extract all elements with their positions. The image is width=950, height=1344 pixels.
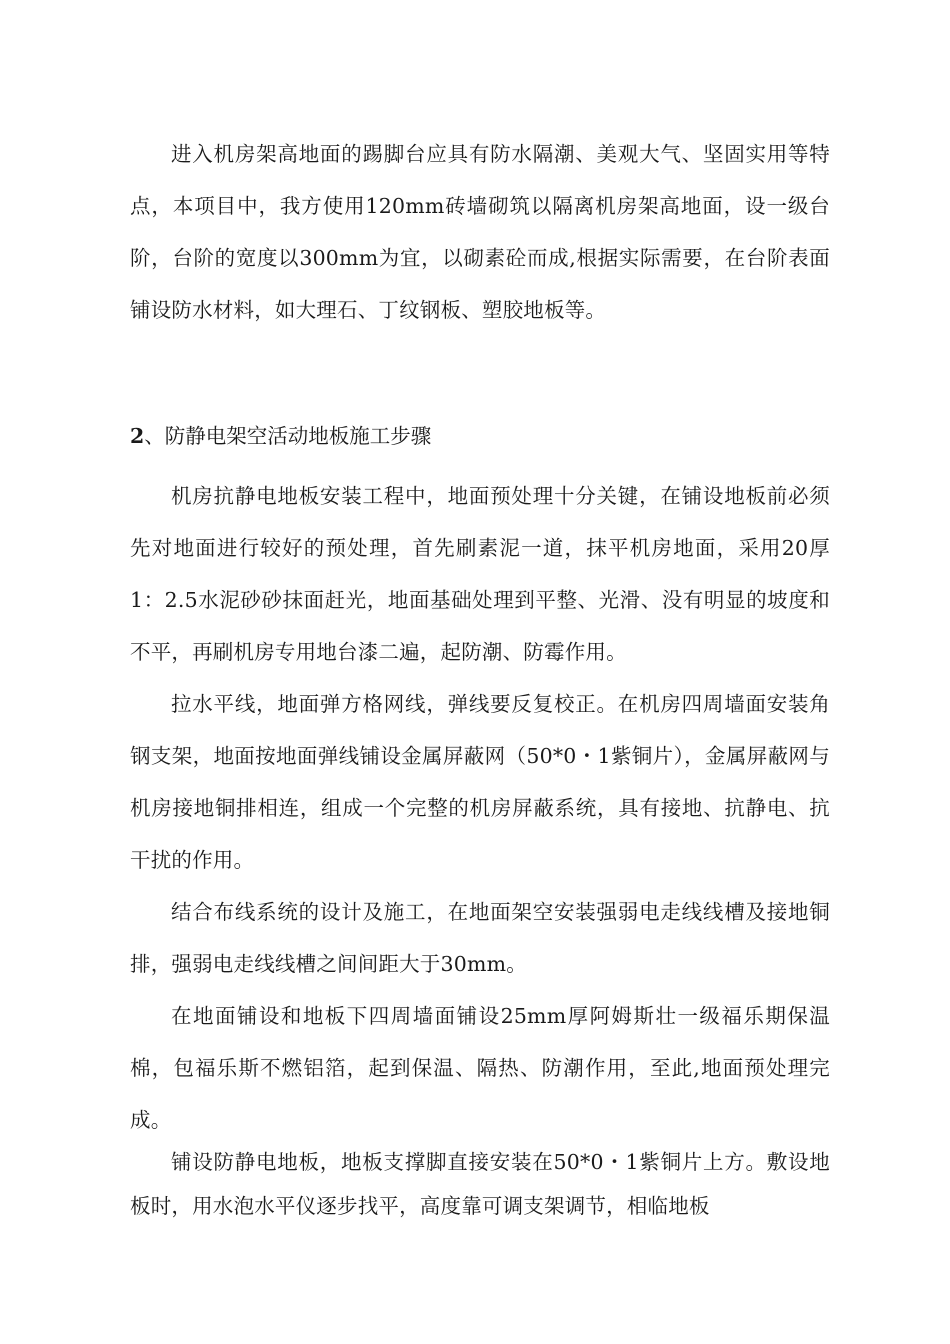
paragraph-skirting-platform: 进入机房架高地面的踢脚台应具有防水隔潮、美观大气、坚固实用等特点，本项目中，我方使用120mm砖墙砌筑以隔离机房架高地面，设一级台阶，台阶的宽度以300mm为宜，以砌素砼而成,根据实际需要，在台阶表面铺设防水材料，如大理石、丁纹钢板、塑胶地板等。 (130, 142, 830, 322)
spacer (130, 336, 830, 410)
section-title: 、防静电架空活动地板施工步骤 (144, 424, 432, 448)
paragraph-ground-pretreatment: 机房抗静电地板安装工程中，地面预处理十分关键，在铺设地板前必须先对地面进行较好的预处理，首先刷素泥一道，抹平机房地面，采用20厚1：2.5水泥砂砂抹面赶光，地面基础处理到平整、光滑、没有明显的坡度和不平，再刷机房专用地台漆二遍，起防潮、防霉作用。 (130, 484, 830, 664)
paragraph-shielding-net: 拉水平线，地面弹方格网线，弹线要反复校正。在机房四周墙面安装角钢支架，地面按地面弹线铺设金属屏蔽网（50*0・1紫铜片），金属屏蔽网与机房接地铜排相连，组成一个完整的机房屏蔽系统，具有接地、抗静电、抗干扰的作用。 (130, 692, 830, 872)
paragraph-insulation: 在地面铺设和地板下四周墙面铺设25mm厚阿姆斯壮一级福乐期保温棉，包福乐斯不燃铝箔，起到保温、隔热、防潮作用，至此,地面预处理完成。 (130, 1004, 830, 1132)
document-page (130, 128, 830, 1228)
paragraph-cable-trays: 结合布线系统的设计及施工，在地面架空安装强弱电走线线槽及接地铜排，强弱电走线线槽之间间距大于30mm。 (130, 900, 830, 976)
spacer (130, 462, 830, 470)
section-heading (130, 410, 830, 462)
paragraph-floor-laying: 铺设防静电地板，地板支撑脚直接安装在50*0・1紫铜片上方。敷设地板时，用水泡水平仪逐步找平，高度靠可调支架调节，相临地板 (130, 1150, 830, 1218)
section-number: 2 (130, 424, 145, 448)
